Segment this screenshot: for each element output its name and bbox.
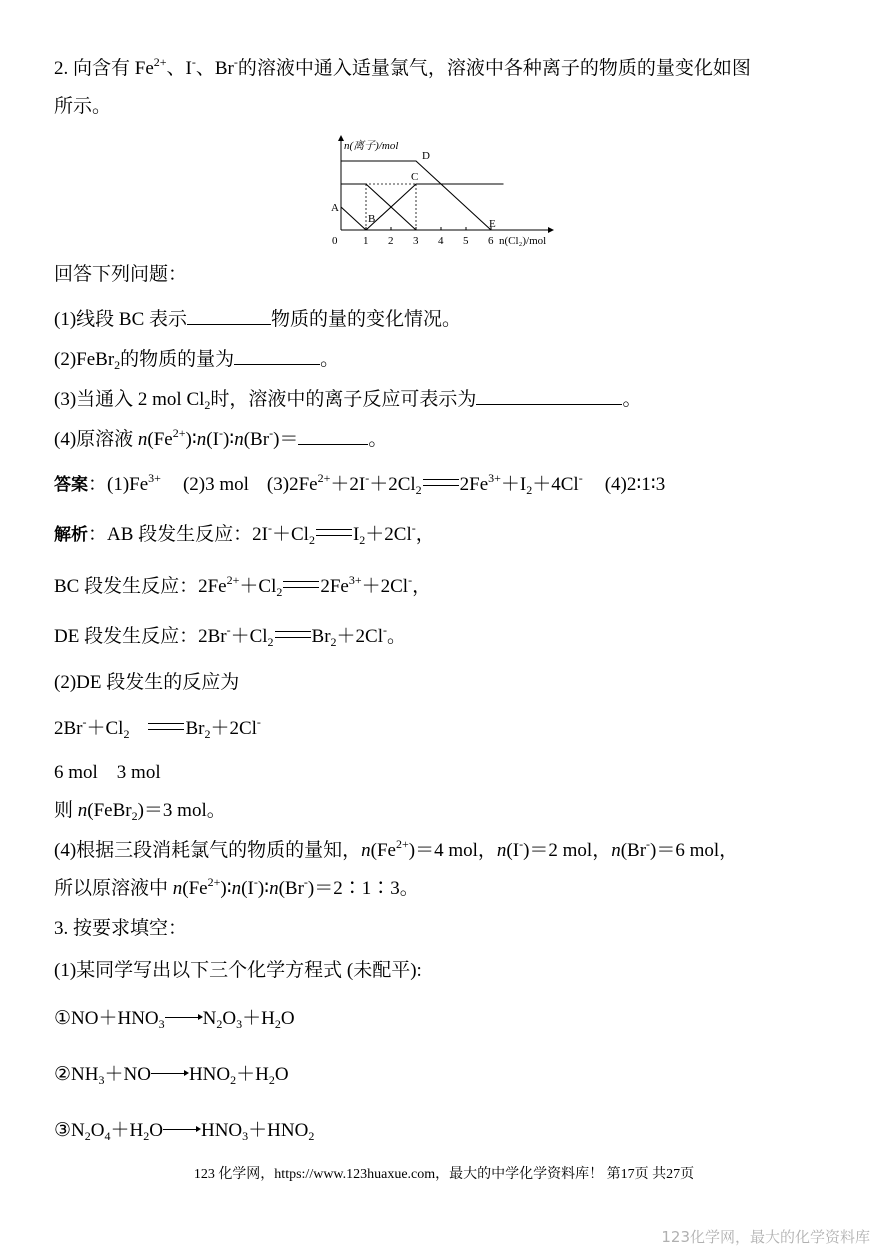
superscript: 3+ — [348, 573, 362, 587]
subscript: 2 — [267, 635, 274, 649]
q3-text: 时，溶液中的离子反应可表示为 — [210, 389, 477, 410]
subscript: 2 — [204, 398, 211, 412]
eq-text: ＋NO — [104, 1064, 151, 1085]
question-2-intro-line2: 所示。 — [54, 96, 112, 117]
arrow-icon — [163, 1125, 201, 1133]
analysis-text: )＝6 mol， — [650, 840, 739, 861]
subscript: 2 — [216, 1017, 223, 1031]
point-label: E — [489, 218, 496, 230]
answer-line — [54, 472, 665, 498]
analysis-text: )＝2 mol， — [523, 840, 612, 861]
analysis-p4-line1 — [54, 838, 738, 864]
analysis-text: )＝3 mol。 — [137, 800, 226, 821]
q4-text: (Br — [243, 429, 270, 450]
q2-text: 、Br — [195, 58, 234, 79]
superscript: - — [411, 521, 416, 535]
superscript: - — [268, 521, 272, 535]
ion-amount-chart — [326, 133, 566, 251]
italic-n: n — [196, 429, 207, 450]
analysis-text: )＝2∶1∶3。 — [307, 878, 419, 899]
subscript: 2 — [308, 1129, 315, 1143]
point-label: A — [331, 202, 339, 214]
q2-text: 的溶液中通入适量氯气，溶液中各种离子的物质的量变化如图 — [237, 58, 751, 79]
question-3-sub1: (1)某同学写出以下三个化学方程式 (未配平): — [54, 960, 422, 981]
answer-blank — [234, 346, 320, 365]
analysis-text: )＝4 mol， — [408, 840, 497, 861]
superscript: - — [578, 471, 583, 485]
eq-text: O — [149, 1120, 163, 1141]
q1-text: (1)线段 BC 表示 — [54, 309, 188, 330]
superscript: - — [382, 623, 387, 637]
question-2 — [54, 346, 339, 373]
q4-text: (I — [206, 429, 219, 450]
answer-text: ＋2Cl — [369, 474, 416, 495]
analysis-text: (I — [241, 878, 254, 899]
subscript: 2 — [131, 809, 138, 823]
equation-3 — [54, 1118, 314, 1144]
q4-text: 。 — [368, 429, 388, 450]
q4-text: )∶ — [185, 429, 197, 450]
analysis-p2-result — [54, 798, 226, 824]
x-tick-label: 4 — [438, 235, 444, 247]
subscript: 2 — [276, 585, 283, 599]
analysis-text: (FeBr — [87, 800, 132, 821]
eq-text: O — [222, 1008, 237, 1029]
analysis-text: (Fe — [182, 878, 208, 899]
x-axis-arrow-icon — [548, 227, 554, 233]
analysis-text: ， — [415, 524, 435, 545]
equals-sign — [148, 723, 184, 730]
q4-text: (Fe — [147, 429, 173, 450]
italic-n: n — [269, 878, 279, 899]
analysis-text: )∶ — [220, 878, 232, 899]
subscript: 2 — [268, 1073, 275, 1087]
equals-sign — [275, 631, 311, 638]
question-3-title: 3. 按要求填空： — [54, 918, 188, 939]
analysis-text: ＋Cl — [272, 524, 309, 545]
italic-n: n — [231, 878, 242, 899]
arrow-icon — [165, 1013, 203, 1021]
analysis-colon: ： — [88, 524, 108, 545]
analysis-text: 所以原溶液中 — [54, 878, 173, 899]
analysis-text: ＋2Cl — [210, 718, 257, 739]
eq-text: ①NO＋HNO — [54, 1008, 159, 1029]
analysis-text: BC 段发生反应：2Fe — [54, 576, 227, 597]
superscript: - — [365, 471, 370, 485]
superscript: - — [519, 837, 524, 851]
answer-text: ＋4Cl — [532, 474, 579, 495]
superscript: 3+ — [148, 471, 161, 485]
eq-text: ＋H — [242, 1008, 275, 1029]
x-tick-label: 3 — [413, 235, 419, 247]
answer-label: 答案 — [54, 475, 88, 495]
subscript: 2 — [415, 483, 422, 497]
subscript: 2 — [84, 1129, 91, 1143]
subscript: 2 — [526, 483, 533, 497]
superscript: - — [408, 573, 413, 587]
superscript: 2+ — [317, 471, 331, 485]
superscript: 2+ — [395, 837, 409, 851]
eq-text: ②NH — [54, 1064, 99, 1085]
answer-blank — [476, 386, 622, 405]
superscript: - — [82, 715, 87, 729]
answer-colon: ： — [88, 474, 108, 495]
q2-text: (2)FeBr — [54, 349, 115, 370]
question-4 — [54, 426, 387, 453]
y-axis-label: n(离子)/mol — [344, 140, 399, 152]
analysis-text: AB 段发生反应：2I — [107, 524, 268, 545]
q2-sup: 2+ — [153, 55, 167, 69]
subscript: 3 — [158, 1017, 165, 1031]
eq-text: ＋H — [110, 1120, 144, 1141]
superscript: 2+ — [207, 875, 221, 889]
analysis-text: ， — [412, 576, 432, 597]
analysis-text: Br — [311, 626, 331, 647]
analysis-p2-amounts: 6 mol 3 mol — [54, 762, 161, 783]
italic-n: n — [172, 878, 183, 899]
point-label: B — [368, 213, 376, 225]
superscript: - — [269, 426, 274, 440]
subscript: 3 — [98, 1073, 105, 1087]
answer-text: (4)2∶1∶3 — [604, 474, 666, 495]
subscript: 3 — [242, 1129, 249, 1143]
eq-text: ③N — [54, 1120, 85, 1141]
analysis-text: DE 段发生反应：2Br — [54, 626, 227, 647]
italic-n: n — [611, 840, 621, 861]
questions-prompt: 回答下列问题： — [54, 264, 188, 285]
analysis-text: (I — [506, 840, 520, 861]
analysis-p2-title: (2)DE 段发生的反应为 — [54, 672, 240, 693]
analysis-text: ＋2Cl — [365, 524, 412, 545]
question-1 — [54, 306, 461, 333]
eq-text: ＋H — [236, 1064, 269, 1085]
subscript: 2 — [123, 727, 130, 741]
subscript: 2 — [143, 1129, 150, 1143]
superscript: - — [253, 875, 258, 889]
subscript: 2 — [308, 533, 315, 547]
superscript: - — [226, 623, 231, 637]
x-tick-label: 5 — [463, 235, 469, 247]
superscript: 2+ — [172, 426, 186, 440]
equals-sign — [423, 479, 459, 486]
superscript: 2+ — [226, 573, 240, 587]
analysis-text: (Fe — [370, 840, 396, 861]
x-tick-label: 2 — [388, 235, 394, 247]
analysis-text: (Br — [620, 840, 647, 861]
eq-text: O — [280, 1008, 295, 1029]
analysis-text: )∶ — [257, 878, 270, 899]
analysis-text: ＋2Cl — [361, 576, 409, 597]
point-label: D — [422, 150, 430, 162]
subscript: 4 — [104, 1129, 111, 1143]
eq-text: ＋HNO — [248, 1120, 309, 1141]
superscript: - — [303, 875, 308, 889]
subscript: 2 — [330, 635, 337, 649]
q4-text: )∶ — [222, 429, 235, 450]
q3-text: (3)当通入 2 mol Cl — [54, 389, 205, 410]
series-line — [341, 184, 416, 230]
analysis-bc — [54, 574, 431, 600]
analysis-text: (Br — [278, 878, 304, 899]
question-3 — [54, 386, 641, 413]
analysis-text: 则 — [54, 800, 78, 821]
answer-text: ＋2I — [330, 474, 366, 495]
equation-2 — [54, 1062, 289, 1088]
q4-text: )＝ — [273, 429, 299, 450]
eq-text: HNO — [200, 1120, 243, 1141]
superscript: - — [218, 426, 223, 440]
q2-text: 的物质的量为 — [120, 349, 235, 370]
subscript: 2 — [114, 358, 121, 372]
q2-sup: - — [191, 55, 196, 69]
analysis-text: ＋Cl — [230, 626, 268, 647]
analysis-label: 解析 — [54, 525, 88, 545]
eq-text: N — [202, 1008, 217, 1029]
q3-text: 。 — [622, 389, 642, 410]
analysis-text: I — [352, 524, 360, 545]
analysis-p4-line2 — [54, 876, 419, 902]
equals-sign — [283, 581, 319, 588]
answer-blank — [298, 426, 368, 445]
superscript: - — [646, 837, 651, 851]
page-footer: 123 化学网，https://www.123huaxue.com，最大的中学化学资料库！ 第17页 共27页 — [193, 1167, 695, 1182]
analysis-text: 2Fe — [320, 576, 349, 597]
answer-text: (3)2Fe — [266, 474, 318, 495]
q1-text: 物质的量的变化情况。 — [271, 309, 462, 330]
arrow-icon — [151, 1069, 189, 1077]
analysis-text: ＋2Cl — [336, 626, 383, 647]
italic-n: n — [361, 840, 371, 861]
equals-sign — [316, 529, 352, 536]
eq-text: O — [90, 1120, 105, 1141]
analysis-p2-equation — [54, 716, 261, 742]
question-2-intro — [54, 56, 751, 82]
subscript: 2 — [359, 533, 366, 547]
answer-text: ＋I — [500, 474, 527, 495]
analysis-text: 2Br — [54, 718, 83, 739]
answer-text: 2Fe — [459, 474, 489, 495]
q2-sup: - — [233, 55, 238, 69]
analysis-text: (4)根据三段消耗氯气的物质的量知， — [54, 840, 362, 861]
q4-text: (4)原溶液 — [54, 429, 134, 450]
analysis-text: Br — [185, 718, 205, 739]
point-label: C — [411, 171, 419, 183]
subscript: 3 — [236, 1017, 243, 1031]
analysis-text: 。 — [386, 626, 406, 647]
analysis-ab — [54, 522, 435, 548]
x-tick-label: 1 — [363, 235, 369, 247]
series-line — [341, 207, 366, 230]
analysis-de — [54, 624, 406, 650]
subscript: 2 — [274, 1017, 281, 1031]
superscript: - — [256, 715, 261, 729]
analysis-text: ＋Cl — [86, 718, 124, 739]
watermark-text: 123化学网，最大的化学资料库 — [661, 1228, 870, 1246]
answer-blank — [187, 306, 271, 325]
italic-n: n — [77, 800, 88, 821]
x-tick-label: 0 — [332, 235, 338, 247]
q2-text: 、I — [166, 58, 192, 79]
q2-text: 2. 向含有 Fe — [54, 58, 154, 79]
italic-n: n — [234, 429, 244, 450]
eq-text: HNO — [188, 1064, 231, 1085]
x-axis-label: n(Cl₂)/mol — [499, 235, 547, 247]
italic-n: n — [496, 840, 507, 861]
superscript: 3+ — [488, 471, 501, 485]
subscript: 2 — [230, 1073, 237, 1087]
equation-1 — [54, 1006, 295, 1032]
q2-text: 。 — [320, 349, 340, 370]
subscript: 2 — [204, 727, 211, 741]
answer-text: (2)3 mol — [182, 474, 249, 495]
answer-text: (1)Fe — [107, 474, 149, 495]
eq-text: O — [274, 1064, 289, 1085]
x-tick-label: 6 — [488, 235, 494, 247]
italic-n: n — [137, 429, 148, 450]
analysis-text: ＋Cl — [239, 576, 277, 597]
